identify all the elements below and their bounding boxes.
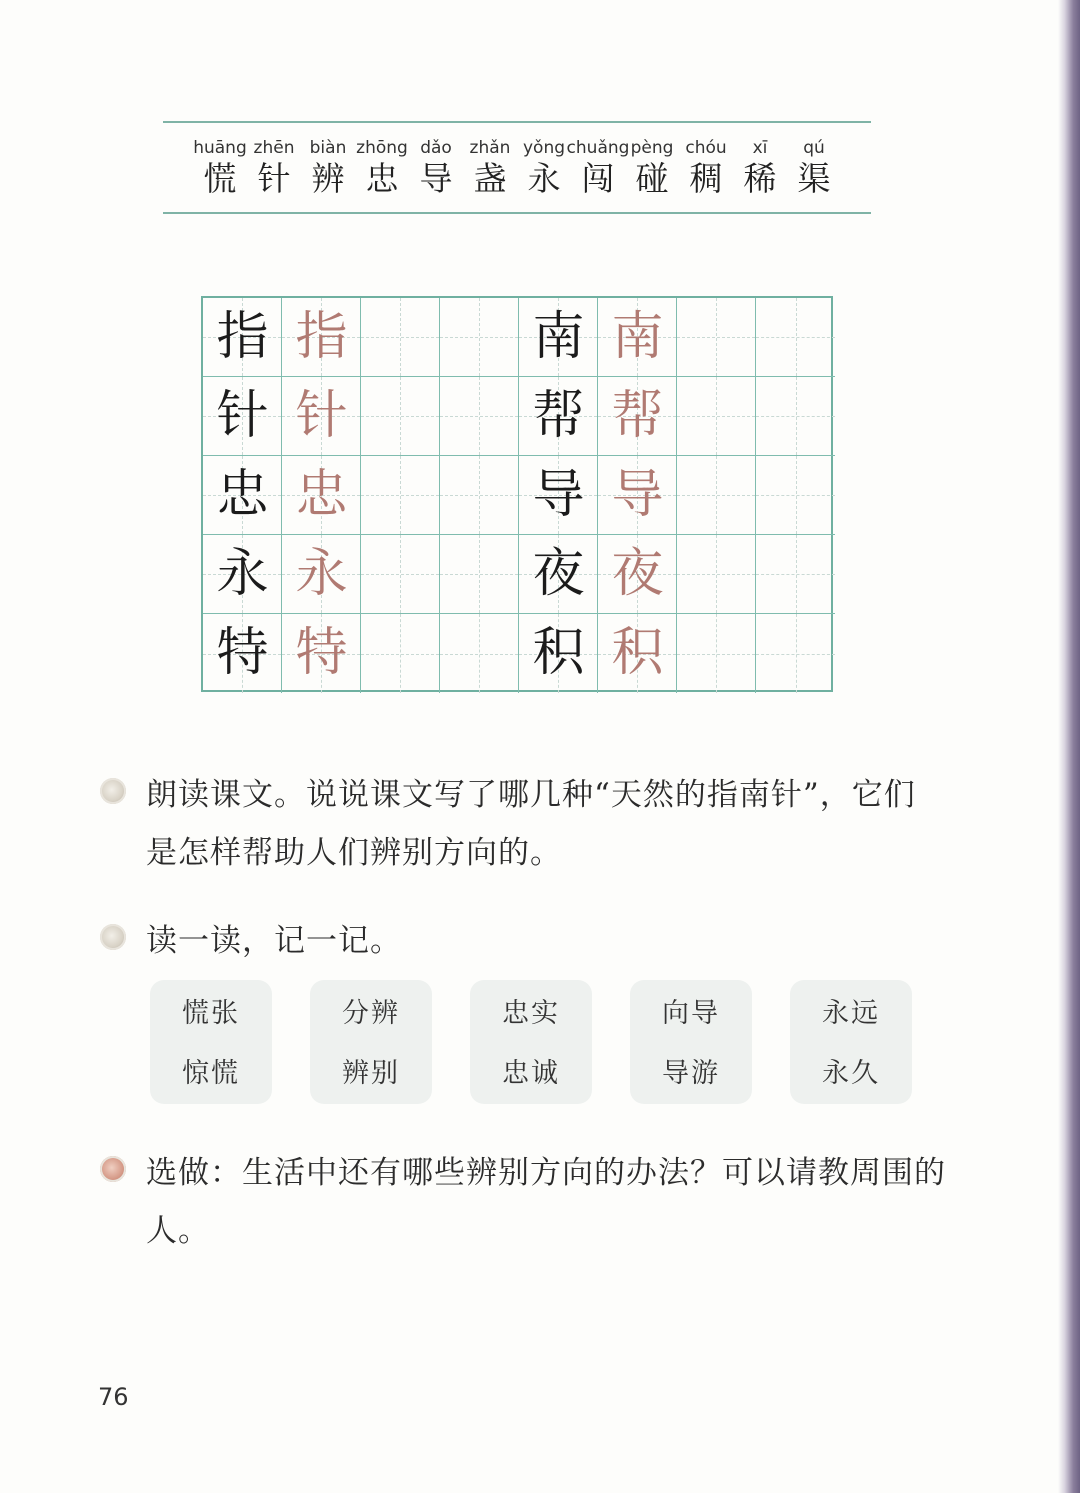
grid-cell	[361, 377, 440, 456]
trace-character: 帮	[611, 386, 664, 446]
grid-cell	[677, 614, 756, 693]
grid-cell	[598, 535, 677, 614]
trace-character: 夜	[611, 544, 664, 604]
pinyin: dǎo	[420, 138, 452, 158]
word: 忠诚	[502, 1058, 560, 1089]
grid-cell	[598, 614, 677, 693]
word-card	[630, 980, 752, 1104]
word: 辨别	[342, 1058, 400, 1089]
grid-cell	[519, 298, 598, 377]
pinyin: qú	[803, 138, 825, 158]
model-character: 夜	[532, 544, 585, 604]
trace-character: 积	[611, 623, 664, 683]
grid-cell	[282, 377, 361, 456]
grid-cell	[519, 535, 598, 614]
grid-cell	[756, 535, 835, 614]
word: 向导	[662, 998, 720, 1029]
character: 辨	[311, 159, 345, 198]
grid-cell	[203, 614, 282, 693]
grid-cell	[519, 377, 598, 456]
character: 导	[419, 159, 453, 198]
character: 慌	[203, 159, 237, 198]
trace-character: 忠	[295, 465, 348, 525]
word: 慌张	[182, 998, 240, 1029]
writing-practice-grid	[201, 296, 833, 692]
grid-cell	[677, 298, 756, 377]
model-character: 南	[532, 307, 585, 367]
word: 永久	[822, 1058, 880, 1089]
model-character: 导	[532, 465, 585, 525]
exercise-bullet-icon	[100, 778, 126, 804]
word: 永远	[822, 998, 880, 1029]
pinyin: chuǎng	[566, 138, 630, 158]
pinyin: huāng	[193, 138, 247, 158]
character: 渠	[797, 159, 831, 198]
model-character: 永	[216, 544, 269, 604]
page-edge-shadow	[1058, 0, 1080, 1493]
character: 稠	[689, 159, 723, 198]
grid-cell	[440, 298, 519, 377]
grid-cell	[677, 456, 756, 535]
trace-character: 指	[295, 307, 348, 367]
grid-cell	[598, 456, 677, 535]
grid-cell	[282, 298, 361, 377]
pinyin: zhǎn	[469, 138, 511, 158]
model-character: 积	[532, 623, 585, 683]
exercise-text: 选做：生活中还有哪些辨别方向的办法？可以请教周围的人。	[146, 1155, 946, 1249]
grid-cell	[519, 614, 598, 693]
model-character: 忠	[216, 465, 269, 525]
word: 忠实	[502, 998, 560, 1029]
page-number: 76	[98, 1383, 129, 1411]
grid-cell	[677, 377, 756, 456]
character: 稀	[743, 159, 777, 198]
grid-cell	[361, 298, 440, 377]
grid-cell	[756, 298, 835, 377]
model-character: 指	[216, 307, 269, 367]
exercise-optional	[100, 1144, 960, 1260]
grid-cell	[282, 456, 361, 535]
word: 惊慌	[182, 1058, 240, 1089]
character: 忠	[365, 159, 399, 198]
pinyin: yǒng	[522, 138, 566, 158]
grid-cell	[440, 535, 519, 614]
word-card	[310, 980, 432, 1104]
grid-cell	[756, 377, 835, 456]
grid-cell	[440, 614, 519, 693]
pinyin: xī	[752, 138, 768, 158]
new-characters-strip	[163, 121, 871, 214]
exercise-text: 朗读课文。说说课文写了哪几种“天然的指南针”，它们是怎样帮助人们辨别方向的。	[146, 777, 916, 871]
exercise-bullet-icon	[100, 1156, 126, 1182]
pinyin: zhēn	[253, 138, 295, 158]
word-card	[470, 980, 592, 1104]
grid-cell	[440, 377, 519, 456]
grid-cell	[361, 535, 440, 614]
word-card	[150, 980, 272, 1104]
trace-character: 特	[295, 623, 348, 683]
grid-cell	[598, 298, 677, 377]
character: 永	[527, 159, 561, 198]
character: 盏	[473, 159, 507, 198]
pinyin: biàn	[309, 138, 347, 158]
exercise-read-remember	[100, 912, 960, 970]
model-character: 特	[216, 623, 269, 683]
exercise-read-aloud	[100, 766, 960, 882]
exercise-bullet-icon	[100, 924, 126, 950]
grid-cell	[756, 614, 835, 693]
word: 导游	[662, 1058, 720, 1089]
grid-cell	[282, 614, 361, 693]
pinyin: zhōng	[356, 138, 408, 158]
grid-cell	[282, 535, 361, 614]
character: 闯	[581, 159, 615, 198]
grid-cell	[203, 298, 282, 377]
trace-character: 针	[295, 386, 348, 446]
grid-cell	[598, 377, 677, 456]
grid-cell	[677, 535, 756, 614]
trace-character: 南	[611, 307, 664, 367]
word-card	[790, 980, 912, 1104]
exercise-text: 读一读，记一记。	[146, 923, 402, 959]
grid-cell	[203, 456, 282, 535]
trace-character: 导	[611, 465, 664, 525]
character: 针	[257, 159, 291, 198]
grid-cell	[361, 614, 440, 693]
grid-cell	[440, 456, 519, 535]
grid-cell	[756, 456, 835, 535]
pinyin: pèng	[630, 138, 674, 158]
word: 分辨	[342, 998, 400, 1029]
trace-character: 永	[295, 544, 348, 604]
model-character: 针	[216, 386, 269, 446]
grid-cell	[203, 377, 282, 456]
grid-cell	[203, 535, 282, 614]
grid-cell	[519, 456, 598, 535]
character: 碰	[635, 159, 669, 198]
grid-cell	[361, 456, 440, 535]
char-cell	[774, 123, 854, 199]
pinyin: chóu	[685, 138, 727, 158]
model-character: 帮	[532, 386, 585, 446]
